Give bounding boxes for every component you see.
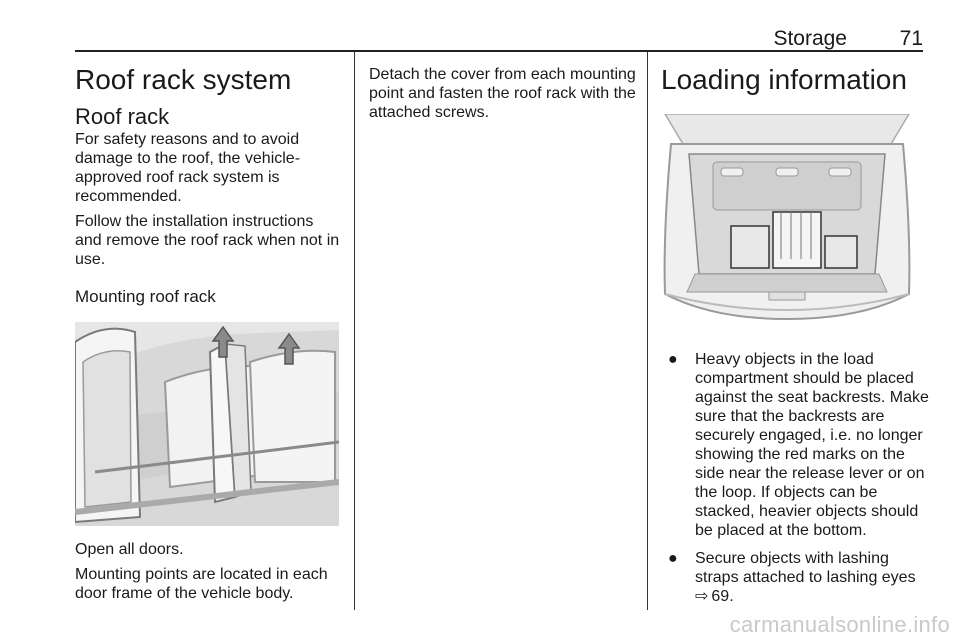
column-3 (661, 58, 929, 615)
paragraph: Open all doors. (75, 541, 184, 558)
loading-bullet-list (661, 350, 929, 606)
column-divider-left (354, 52, 355, 610)
car-doors-illustration (75, 322, 339, 526)
bullet-text: Secure objects with lashing straps attached to lashing eyes (695, 550, 916, 586)
paragraph: For safety reasons and to avoid damage to the roof, the vehicle-approved roof rack system is recommended. (75, 131, 301, 205)
page-reference-link[interactable]: 69. (711, 588, 734, 605)
paragraph: Detach the cover from each mounting point and fasten the roof rack with the attached screws. (369, 66, 636, 121)
paragraph: Mounting points are located in each door frame of the vehicle body. (75, 566, 328, 602)
subsection-title: Roof rack (75, 104, 170, 129)
column-2 (369, 65, 639, 122)
section-title: Roof rack system (75, 64, 292, 95)
list-item (661, 549, 929, 606)
bullet-icon: ● (668, 550, 678, 567)
list-item (661, 350, 929, 540)
header-section-title: Storage (773, 27, 847, 50)
subheading-mounting: Mounting roof rack (75, 287, 216, 306)
paragraph: Follow the installation instructions and remove the roof rack when not in use. (75, 213, 340, 268)
watermark: carmanualsonline.info (729, 612, 950, 637)
bullet-text: Heavy objects in the load compartment should be placed against the seat backrests. Make sure that the backrests are securely engaged, i.e. no longer showing the red marks on the side near the release lever or on the loop. If objects can be stacked, heavier objects should be placed at the bottom. (695, 351, 929, 539)
header-rule (75, 50, 923, 52)
bullet-icon: ● (668, 351, 678, 368)
column-divider-right (647, 52, 648, 610)
page-reference-arrow-icon: ⇨ (695, 588, 709, 605)
column-1 (75, 58, 343, 603)
section-title-loading: Loading information (661, 64, 907, 95)
header-page-number: 71 (899, 27, 923, 50)
load-compartment-illustration (661, 114, 913, 326)
